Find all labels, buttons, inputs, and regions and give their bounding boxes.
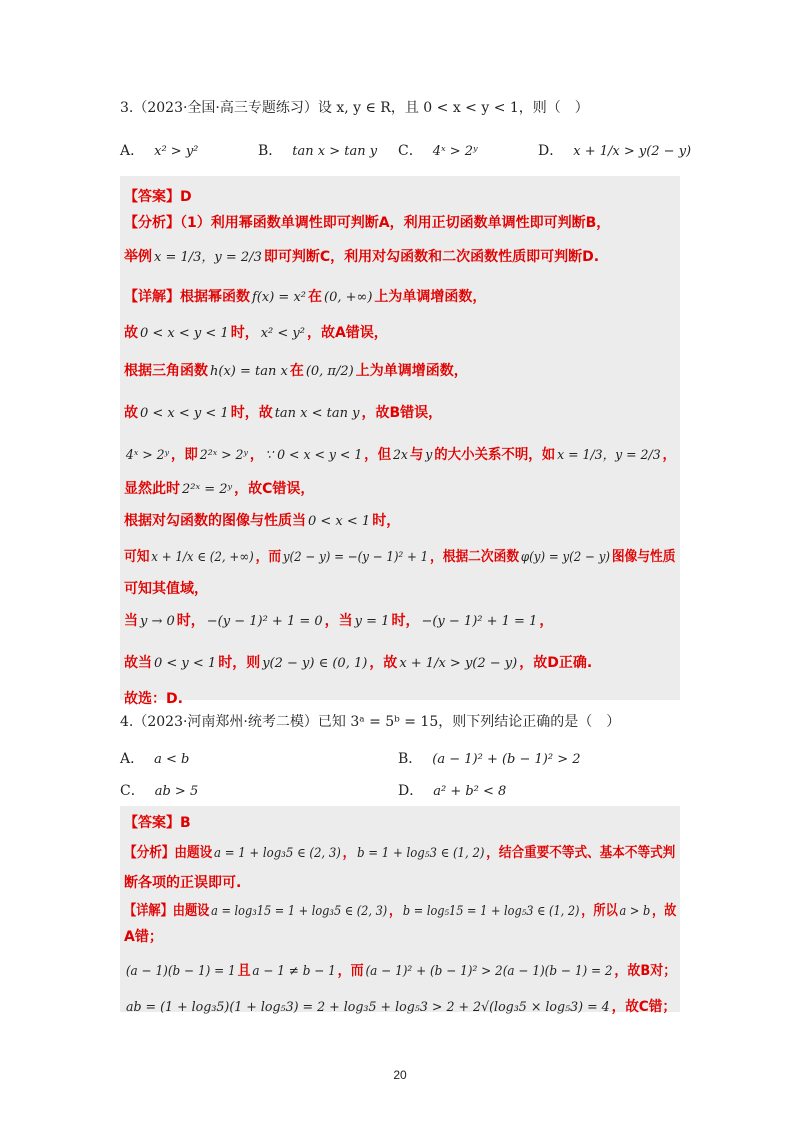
option-math: (a − 1)² + (b − 1)² > 2 <box>432 752 581 767</box>
math-expression: 0 < x < y < 1 <box>140 326 229 341</box>
solution-text: 且 <box>237 963 251 979</box>
solution-text: 断各项的正误即可. <box>124 875 242 891</box>
solution-text: ，所以 <box>581 903 618 919</box>
math-expression: a = 1 + log₃5 ∈ (2, 3) <box>214 846 341 861</box>
math-expression: y(2 − y) ∈ (0, 1) <box>262 656 368 671</box>
solution-text: ，故A错误， <box>306 325 388 341</box>
solution-text: 可知 <box>124 549 150 565</box>
solution-line <box>124 402 442 422</box>
solution-text: ， <box>249 447 264 463</box>
solution-text: 时， <box>176 613 205 629</box>
math-expression: y <box>425 448 433 463</box>
solution-text: 【答案】D <box>124 189 192 205</box>
solution-line <box>124 444 676 464</box>
solution-text: 显然此时 <box>124 481 180 497</box>
solution-text: 【答案】B <box>124 815 191 831</box>
solution-line <box>124 322 388 342</box>
option-letter: B． <box>258 143 283 159</box>
solution-line <box>124 900 676 920</box>
solution-text: 在 <box>308 289 322 305</box>
solution-text: ，故C错误， <box>234 481 315 497</box>
solution-text: ，即 <box>170 447 198 463</box>
solution-text: 根据对勾函数的图像与性质当 <box>124 513 306 529</box>
solution-text: ，故B对； <box>614 963 677 979</box>
solution-text: 的大小关系不明，如 <box>434 447 556 463</box>
solution-line <box>124 812 191 832</box>
solution-line <box>124 546 675 566</box>
solution-line <box>124 872 241 892</box>
solution-line <box>124 286 486 306</box>
q3-option-d <box>538 140 691 160</box>
math-expression: x + 1/x ∈ (2, +∞) <box>151 550 254 565</box>
solution-line <box>124 960 676 980</box>
solution-line <box>124 478 314 498</box>
solution-text: 故 <box>124 325 138 341</box>
solution-text: A错； <box>124 929 163 945</box>
math-expression: (0, +∞) <box>324 290 373 305</box>
solution-text: ，故 <box>651 903 677 919</box>
solution-text: 图像与性质 <box>611 549 676 565</box>
solution-text: 【详解】根据幂函数 <box>124 289 250 305</box>
option-math: a² + b² < 8 <box>433 784 507 799</box>
solution-text: 举例 <box>124 249 152 265</box>
math-expression: −(y − 1)² + 1 = 0 <box>206 614 323 629</box>
solution-line <box>124 926 163 946</box>
math-expression: x = 1/3，y = 2/3 <box>557 448 661 463</box>
option-letter: A． <box>120 751 145 767</box>
solution-text: ，故B错误， <box>361 405 443 421</box>
q4-solution-box <box>120 806 680 1015</box>
solution-text: ，而 <box>255 549 282 565</box>
q4-stem: 4.（2023·河南郑州·统考二模）已知 3ᵃ = 5ᵇ = 15，则下列结论正确的是（ ） <box>120 714 621 730</box>
solution-line <box>124 578 208 598</box>
option-math: tan x > tan y <box>292 144 378 159</box>
solution-text: 【分析】由题设 <box>124 845 213 861</box>
q3-stem: 3.（2023·全国·高三专题练习）设 x, y ∈ R，且 0 < x < y < 1，则（ ） <box>120 100 589 116</box>
q3-option-b <box>258 140 377 160</box>
option-math: x + 1/x > y(2 − y) <box>573 144 692 159</box>
option-letter: C． <box>398 143 423 159</box>
solution-text: 与 <box>409 447 424 463</box>
solution-text: 当 <box>124 613 138 629</box>
math-expression: ∵ 0 < x < y < 1 <box>265 448 363 463</box>
solution-text: 在 <box>289 363 304 379</box>
math-expression: x = 1/3，y = 2/3 <box>154 250 262 265</box>
math-expression: b = 1 + log₅3 ∈ (1, 2) <box>357 846 485 861</box>
math-expression: f(x) = x² <box>252 290 306 305</box>
math-expression: h(x) = tan x <box>210 364 288 379</box>
solution-text: ，根据二次函数 <box>430 549 520 565</box>
math-expression: 0 < x < y < 1 <box>140 406 229 421</box>
solution-text: 时，故 <box>230 405 273 421</box>
math-expression: x + 1/x > y(2 − y) <box>399 656 518 671</box>
solution-text: 时， <box>391 613 420 629</box>
solution-text: ，当 <box>324 613 353 629</box>
solution-line <box>124 186 192 206</box>
option-letter: C． <box>120 783 145 799</box>
solution-text: ，故D正确. <box>519 655 593 671</box>
math-expression: 0 < x < 1 <box>308 514 371 529</box>
math-expression: (a − 1)(b − 1) = 1 <box>125 964 236 979</box>
math-expression: b = log₅15 = 1 + log₅3 ∈ (1, 2) <box>402 904 580 919</box>
math-expression: y → 0 <box>140 614 175 629</box>
option-letter: D． <box>538 143 564 159</box>
solution-line <box>124 688 183 708</box>
solution-text: 可知其值域， <box>124 581 208 597</box>
solution-text: ，而 <box>337 963 364 979</box>
q3-solution-box <box>120 176 680 707</box>
solution-line <box>124 996 676 1016</box>
solution-text: 故当 <box>124 655 152 671</box>
math-expression: 4ˣ > 2ʸ <box>125 448 170 463</box>
option-letter: B． <box>398 751 423 767</box>
solution-text: 故选：D. <box>124 691 183 707</box>
math-expression: y = 1 <box>354 614 390 629</box>
option-math: x² > y² <box>154 144 199 159</box>
solution-line <box>124 246 599 266</box>
option-math: a < b <box>154 752 190 767</box>
option-letter: A． <box>120 143 145 159</box>
q4-option-c <box>120 780 198 800</box>
solution-text: ，但 <box>364 447 392 463</box>
solution-text: 即可判断C，利用对勾函数和二次函数性质即可判断D. <box>263 249 600 265</box>
solution-line <box>124 360 468 380</box>
solution-text: 【详解】由题设 <box>124 903 210 919</box>
q4-option-d <box>398 780 506 800</box>
solution-text: ， <box>539 613 554 629</box>
math-expression: a = log₃15 = 1 + log₃5 ∈ (2, 3) <box>211 904 388 919</box>
solution-text: 故 <box>124 405 138 421</box>
math-expression: x² < y² <box>260 326 305 341</box>
math-expression: 2²ˣ > 2ʸ <box>199 448 248 463</box>
option-letter: D． <box>398 783 424 799</box>
math-expression: −(y − 1)² + 1 = 1 <box>421 614 538 629</box>
q4-option-b <box>398 748 581 768</box>
solution-text: ，故C错； <box>611 999 676 1015</box>
math-expression: a − 1 ≠ b − 1 <box>252 964 336 979</box>
math-expression: φ(y) = y(2 − y) <box>520 550 611 565</box>
solution-line <box>124 842 675 862</box>
q4-option-a <box>120 748 189 768</box>
q3-option-c <box>398 140 478 160</box>
solution-line <box>124 610 553 630</box>
solution-text: 上为单调增函数， <box>355 363 468 379</box>
math-expression: (0, π/2) <box>305 364 354 379</box>
math-expression: ab = (1 + log₃5)(1 + log₅3) = 2 + log₃5 + log₅3 > 2 + 2√(log₃5 × log₅3) = 4 <box>125 1000 610 1015</box>
solution-text: 时， <box>230 325 259 341</box>
solution-line <box>124 510 400 530</box>
solution-text: ，结合重要不等式、基本不等式判 <box>486 845 676 861</box>
solution-text: 【分析】（1）利用幂函数单调性即可判断A，利用正切函数单调性即可判断B， <box>124 215 611 231</box>
solution-line <box>124 652 592 672</box>
solution-text: ， <box>342 845 356 861</box>
solution-text: 上为单调增函数， <box>374 289 487 305</box>
solution-text: ，故 <box>369 655 398 671</box>
solution-text: 根据三角函数 <box>124 363 208 379</box>
page-number: 20 <box>393 1068 407 1082</box>
option-math: 4ˣ > 2ʸ <box>432 144 478 159</box>
math-expression: 2²ˣ = 2ʸ <box>182 482 233 497</box>
math-expression: 2x <box>392 448 408 463</box>
q3-option-a <box>120 140 198 160</box>
math-expression: tan x < tan y <box>274 406 360 421</box>
option-math: ab > 5 <box>154 784 199 799</box>
math-expression: (a − 1)² + (b − 1)² > 2(a − 1)(b − 1) = 2 <box>365 964 613 979</box>
solution-text: ， <box>662 447 676 463</box>
math-expression: 0 < y < 1 <box>154 656 217 671</box>
solution-line <box>124 212 610 232</box>
math-expression: y(2 − y) = −(y − 1)² + 1 <box>282 550 429 565</box>
solution-text: ， <box>388 903 402 919</box>
solution-text: 时， <box>372 513 401 529</box>
math-expression: a > b <box>619 904 651 919</box>
solution-text: 时，则 <box>218 655 261 671</box>
